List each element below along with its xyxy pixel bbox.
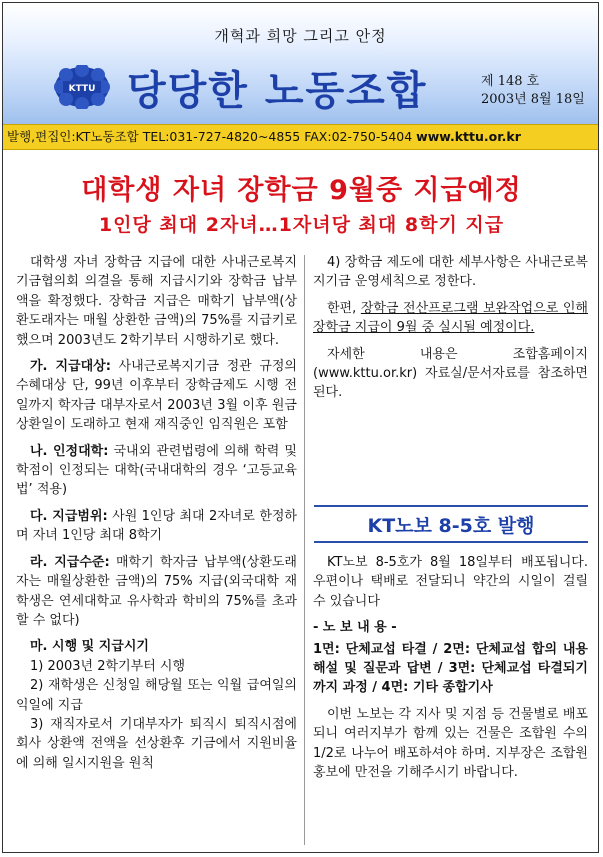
- schedule-4: 4) 장학금 제도에 대한 세부사항은 사내근로복지기금 운영세칙으로 정한다.: [313, 255, 588, 290]
- contents-list: 1면: 단체교섭 타결 / 2면: 단체교섭 합의 내용 해설 및 질문과 답변 / 3면: 단체교섭 타결되기까지 과정 / 4면: 기타 종합기사: [313, 641, 588, 696]
- item-recognized-universities: 나. 인정대학: 국내외 관련법령에 의해 학력 및 학점이 인정되는 대학(국내대학의 경우 ‘고등교육법’ 적용): [16, 443, 297, 498]
- website-url: www.kttu.or.kr: [416, 129, 521, 144]
- payment-delay-underlined: 장학금 전산프로그램 보완작업으로 인해 장학금 지급이 9월 중 실시될 예정이다.: [313, 300, 588, 336]
- more-info: 자세한 내용은 조합홈페이지(www.kttu.or.kr) 자료실/문서자료를 참조하면 된다.: [313, 346, 588, 401]
- article-intro: 대학생 자녀 장학금 지급에 대한 사내근로복지기금협의회 의결을 통해 지급시기와 장학금 납부액을 확정했다. 장학금 지급은 매학기 납부액(상환도래자는 매월 상환한 금액)의 75%를 지급키로 했으며 2003년도 2학기부터 시행하기로 했다.: [16, 255, 297, 348]
- sidebar-paragraph-1: KT노보 8-5호가 8월 18일부터 배포됩니다. 우편이나 택배로 전달되니 약간의 시일이 걸릴 수 있습니다: [313, 555, 588, 609]
- issue-info: [481, 73, 585, 109]
- masthead: [3, 3, 598, 124]
- item-level: 라. 지급수준: 매학기 학자금 납부액(상환도래자는 매월상환한 금액)의 75% 지급(외국대학 재학생은 연세대학교 유사학과 학비의 75%를 초과할 수 없다): [16, 554, 297, 628]
- schedule-2: 2) 재학생은 신청일 해당월 또는 익월 급여일의 익일에 지급: [16, 678, 297, 713]
- logo-text: KTTU: [68, 84, 96, 94]
- payment-delay-note: 한편, 장학금 전산프로그램 보완작업으로 인해 장학금 지급이 9월 중 실시될 예정이다.: [313, 300, 588, 336]
- issue-number: 제 148 호: [481, 74, 540, 89]
- item-schedule-heading: 마. 시행 및 지급시기: [30, 639, 149, 655]
- publisher-info-bar: [3, 124, 598, 150]
- sidebar-title: KT노보 8-5호 발행: [314, 505, 588, 543]
- article-column-left: [16, 253, 297, 773]
- item-eligibility: 가. 지급대상: 사내근로복지기금 정관 규정의 수혜대상 단, 99년 이후부터 장학금제도 시행 전일까지 학자금 대부자로서 2003년 3월 이후 원금상환일이 도래하고 현재 재직중인 임직원은 포함: [16, 359, 297, 433]
- article-column-right: [313, 253, 588, 410]
- newsletter-title: 당당한 노동조합: [127, 68, 428, 114]
- sidebar-body: [313, 553, 588, 789]
- issue-date: 2003년 8월 18일: [481, 92, 585, 107]
- subheadline: 1인당 최대 2자녀…1자녀당 최대 8학기 지급: [98, 214, 505, 236]
- contents-title: - 노 보 내 용 -: [313, 620, 397, 636]
- schedule-1: 1) 2003년 2학기부터 시행: [30, 658, 186, 674]
- publisher-contact: 발행,편집인:KT노동조합 TEL:031-727-4820~4855 FAX:02-750-5404: [7, 129, 417, 144]
- column-divider: [304, 255, 305, 845]
- headline: 대학생 자녀 장학금 9월중 지급예정: [81, 175, 522, 206]
- schedule-3: 3) 재직자로서 기대부자가 퇴직시 퇴직시점에 회사 상환액 전액을 선상환후 기금에서 지원비율에 의해 일시지원을 원칙: [16, 716, 297, 771]
- sidebar-paragraph-2: 이번 노보는 각 지사 및 지점 등 건물별로 배포되니 여러지부가 함께 있는 건물은 조합원 수의 1/2로 나누어 배포하셔야 하며. 지부장은 조합원 홍보에 만전을 기해주시기 바랍니다.: [313, 706, 588, 781]
- item-scope: 다. 지급범위: 사원 1인당 최대 2자녀로 한정하며 자녀 1인당 최대 8학기: [16, 508, 297, 544]
- slogan: 개혁과 희망 그리고 안정: [214, 27, 387, 45]
- kttu-flower-logo-icon: [53, 65, 111, 109]
